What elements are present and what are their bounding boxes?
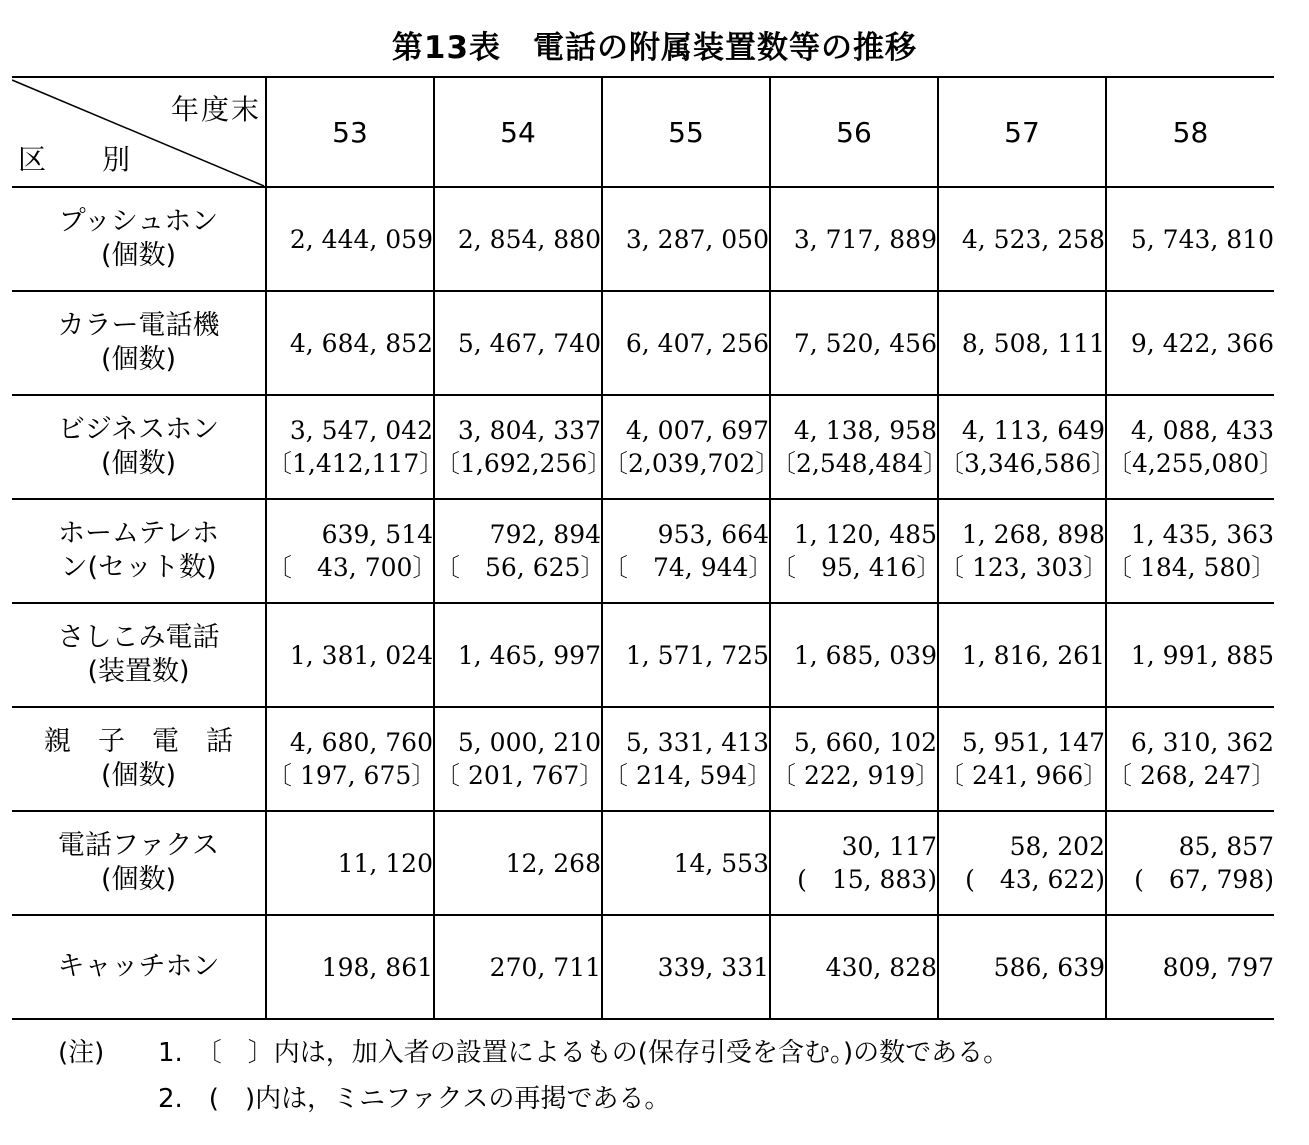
value-cell <box>1106 499 1277 603</box>
value-main: 58, 202 <box>1009 832 1105 861</box>
value-cell <box>1106 707 1277 811</box>
value-main: 85, 857 <box>1178 832 1274 861</box>
value-cell <box>266 499 438 603</box>
table-row <box>12 499 1274 603</box>
value-sub: ( 15, 883) <box>797 865 937 894</box>
value-cell <box>266 707 437 811</box>
value-sub: 〔 56, 625〕 <box>435 553 606 582</box>
value-main: 30, 117 <box>841 832 937 861</box>
row-label-line-1: カラー電話機 <box>57 310 220 341</box>
table-row <box>12 811 1274 915</box>
footnote-text-2: 2. ( )内は，ミニファクスの再掲である。 <box>158 1084 671 1114</box>
value-main: 4, 138, 958 <box>793 416 937 445</box>
value-cell <box>434 291 602 395</box>
value-main: 4, 523, 258 <box>961 224 1105 254</box>
value-main: 4, 684, 852 <box>289 328 433 358</box>
value-cell <box>770 603 938 707</box>
value-sub: 〔1,412,117〕 <box>267 449 445 478</box>
value-sub: 〔2,039,702〕 <box>603 449 781 478</box>
value-cell <box>266 811 434 915</box>
row-label <box>12 187 266 291</box>
value-main: 792, 894 <box>489 520 601 549</box>
value-cell <box>770 707 941 811</box>
value-cell <box>266 915 434 1019</box>
value-main: 639, 514 <box>321 520 433 549</box>
row-label-line-2: (装置数) <box>87 656 190 687</box>
value-cell <box>602 291 770 395</box>
value-cell <box>266 291 434 395</box>
row-label <box>12 915 266 1019</box>
value-main: 809, 797 <box>1162 952 1274 982</box>
row-label <box>12 603 266 707</box>
value-main: 339, 331 <box>657 952 769 982</box>
value-main: 5, 467, 740 <box>457 328 601 358</box>
table-row <box>12 603 1274 707</box>
table-row <box>12 915 1274 1019</box>
value-main: 1, 816, 261 <box>961 640 1105 670</box>
value-main: 1, 465, 997 <box>457 640 601 670</box>
value-sub: 〔1,692,256〕 <box>435 449 613 478</box>
table-row <box>12 187 1274 291</box>
row-label-line-1: キャッチホン <box>57 951 220 982</box>
footnote-1 <box>58 1030 1009 1076</box>
value-sub: 〔 74, 944〕 <box>603 553 774 582</box>
value-cell <box>602 811 770 915</box>
footnote-text-1: 1. 〔 〕内は，加入者の設置によるもの(保存引受を含む。)の数である。 <box>158 1038 1010 1068</box>
value-sub: 〔 241, 966〕 <box>939 761 1109 790</box>
value-cell <box>434 395 613 499</box>
row-label-line-1: ビジネスホン <box>57 414 220 445</box>
value-cell <box>266 603 434 707</box>
footnotes <box>58 1030 1009 1122</box>
row-label-line-1: プッシュホン <box>58 206 219 237</box>
row-label-line-2: (個数) <box>100 240 177 271</box>
header-row <box>12 77 1274 187</box>
value-cell <box>1106 187 1274 291</box>
value-main: 1, 435, 363 <box>1130 520 1274 549</box>
value-cell <box>770 187 938 291</box>
value-main: 1, 685, 039 <box>793 640 937 670</box>
value-main: 2, 854, 880 <box>457 224 601 254</box>
value-main: 8, 508, 111 <box>961 328 1105 358</box>
value-cell <box>1106 603 1274 707</box>
value-main: 430, 828 <box>825 952 937 982</box>
value-main: 12, 268 <box>505 848 601 878</box>
value-sub: 〔 201, 767〕 <box>435 761 605 790</box>
value-cell <box>434 811 602 915</box>
table-row <box>12 291 1274 395</box>
device-count-table <box>12 76 1285 1020</box>
year-header: 56 <box>770 77 938 187</box>
value-cell <box>938 915 1106 1019</box>
value-sub: 〔 268, 247〕 <box>1107 761 1277 790</box>
value-cell <box>938 395 1117 499</box>
value-main: 586, 639 <box>993 952 1105 982</box>
value-cell <box>770 811 938 915</box>
value-main: 4, 680, 760 <box>289 728 433 757</box>
value-cell <box>434 499 606 603</box>
value-cell <box>938 499 1109 603</box>
value-main: 3, 804, 337 <box>457 416 601 445</box>
row-label-line-1: 電話ファクス <box>57 830 220 861</box>
value-main: 4, 088, 433 <box>1130 416 1274 445</box>
value-cell <box>266 187 434 291</box>
value-cell <box>602 707 773 811</box>
value-cell <box>1106 291 1274 395</box>
value-main: 270, 711 <box>489 952 601 982</box>
value-main: 198, 861 <box>321 952 433 982</box>
value-main: 6, 407, 256 <box>625 328 769 358</box>
value-cell <box>770 499 942 603</box>
value-sub: 〔 95, 416〕 <box>771 553 942 582</box>
row-label-line-2: (個数) <box>100 344 177 375</box>
value-cell <box>1106 915 1274 1019</box>
value-main: 5, 743, 810 <box>1130 224 1274 254</box>
row-label-line-2: ン(セット数) <box>60 552 217 583</box>
value-cell <box>602 915 770 1019</box>
value-cell <box>770 291 938 395</box>
table-row <box>12 707 1274 811</box>
value-cell <box>434 603 602 707</box>
value-sub: 〔 222, 919〕 <box>771 761 941 790</box>
value-cell <box>602 499 774 603</box>
value-main: 1, 381, 024 <box>289 640 433 670</box>
year-header: 55 <box>602 77 770 187</box>
row-label <box>12 395 266 499</box>
value-cell <box>770 395 949 499</box>
value-cell <box>938 291 1106 395</box>
value-main: 5, 951, 147 <box>961 728 1105 757</box>
row-label-line-1: ホームテレホ <box>58 518 219 549</box>
value-main: 11, 120 <box>337 848 433 878</box>
value-main: 3, 547, 042 <box>289 416 433 445</box>
value-main: 1, 991, 885 <box>1130 640 1274 670</box>
value-sub: ( 43, 622) <box>965 865 1105 894</box>
value-sub: 〔 184, 580〕 <box>1107 553 1277 582</box>
row-label-line-2: (個数) <box>100 448 177 479</box>
value-main: 6, 310, 362 <box>1130 728 1274 757</box>
value-main: 14, 553 <box>673 848 769 878</box>
row-label <box>12 499 266 603</box>
row-label-line-1: 親 子 電 話 <box>44 726 233 757</box>
value-cell <box>602 187 770 291</box>
value-cell <box>1106 395 1285 499</box>
row-label <box>12 291 266 395</box>
value-main: 2, 444, 059 <box>289 224 433 254</box>
value-main: 1, 268, 898 <box>961 520 1105 549</box>
value-cell <box>434 707 605 811</box>
table-title: 第13表 電話の附属装置数等の推移 <box>391 30 918 66</box>
value-main: 5, 000, 210 <box>457 728 601 757</box>
value-cell <box>434 187 602 291</box>
value-cell <box>938 811 1106 915</box>
value-sub: 〔4,255,080〕 <box>1107 449 1285 478</box>
value-cell <box>434 915 602 1019</box>
value-main: 3, 717, 889 <box>793 224 937 254</box>
row-label <box>12 811 266 915</box>
value-main: 7, 520, 456 <box>793 328 937 358</box>
value-sub: 〔2,548,484〕 <box>771 449 949 478</box>
value-main: 4, 007, 697 <box>625 416 769 445</box>
year-header: 54 <box>434 77 602 187</box>
value-cell <box>602 395 781 499</box>
table-row <box>12 395 1274 499</box>
value-sub: 〔 123, 303〕 <box>939 553 1109 582</box>
row-label <box>12 707 266 811</box>
value-main: 1, 571, 725 <box>625 640 769 670</box>
value-sub: 〔 214, 594〕 <box>603 761 773 790</box>
footnote-head: (注) <box>58 1038 105 1068</box>
value-cell <box>938 187 1106 291</box>
value-sub: 〔 43, 700〕 <box>267 553 438 582</box>
value-sub: 〔 197, 675〕 <box>267 761 437 790</box>
row-label-line-2: (個数) <box>100 864 177 895</box>
value-cell <box>770 915 938 1019</box>
value-cell <box>602 603 770 707</box>
row-label-line-2: (個数) <box>100 760 177 791</box>
value-sub: 〔3,346,586〕 <box>939 449 1117 478</box>
value-cell <box>938 603 1106 707</box>
value-main: 1, 120, 485 <box>793 520 937 549</box>
corner-label-category: 区 別 <box>18 143 145 176</box>
row-label-line-1: さしこみ電話 <box>57 622 220 653</box>
corner-cell <box>12 77 266 187</box>
value-main: 9, 422, 366 <box>1130 328 1274 358</box>
year-header: 58 <box>1106 77 1274 187</box>
value-main: 4, 113, 649 <box>961 416 1105 445</box>
value-main: 5, 331, 413 <box>625 728 769 757</box>
value-main: 3, 287, 050 <box>625 224 769 254</box>
year-header: 53 <box>266 77 434 187</box>
value-main: 5, 660, 102 <box>793 728 937 757</box>
corner-label-year-end: 年度末 <box>170 93 261 126</box>
footnote-2 <box>58 1076 1009 1122</box>
value-sub: ( 67, 798) <box>1134 865 1274 894</box>
value-cell <box>266 395 445 499</box>
value-cell <box>938 707 1109 811</box>
value-main: 953, 664 <box>657 520 769 549</box>
value-cell <box>1106 811 1274 915</box>
year-header: 57 <box>938 77 1106 187</box>
